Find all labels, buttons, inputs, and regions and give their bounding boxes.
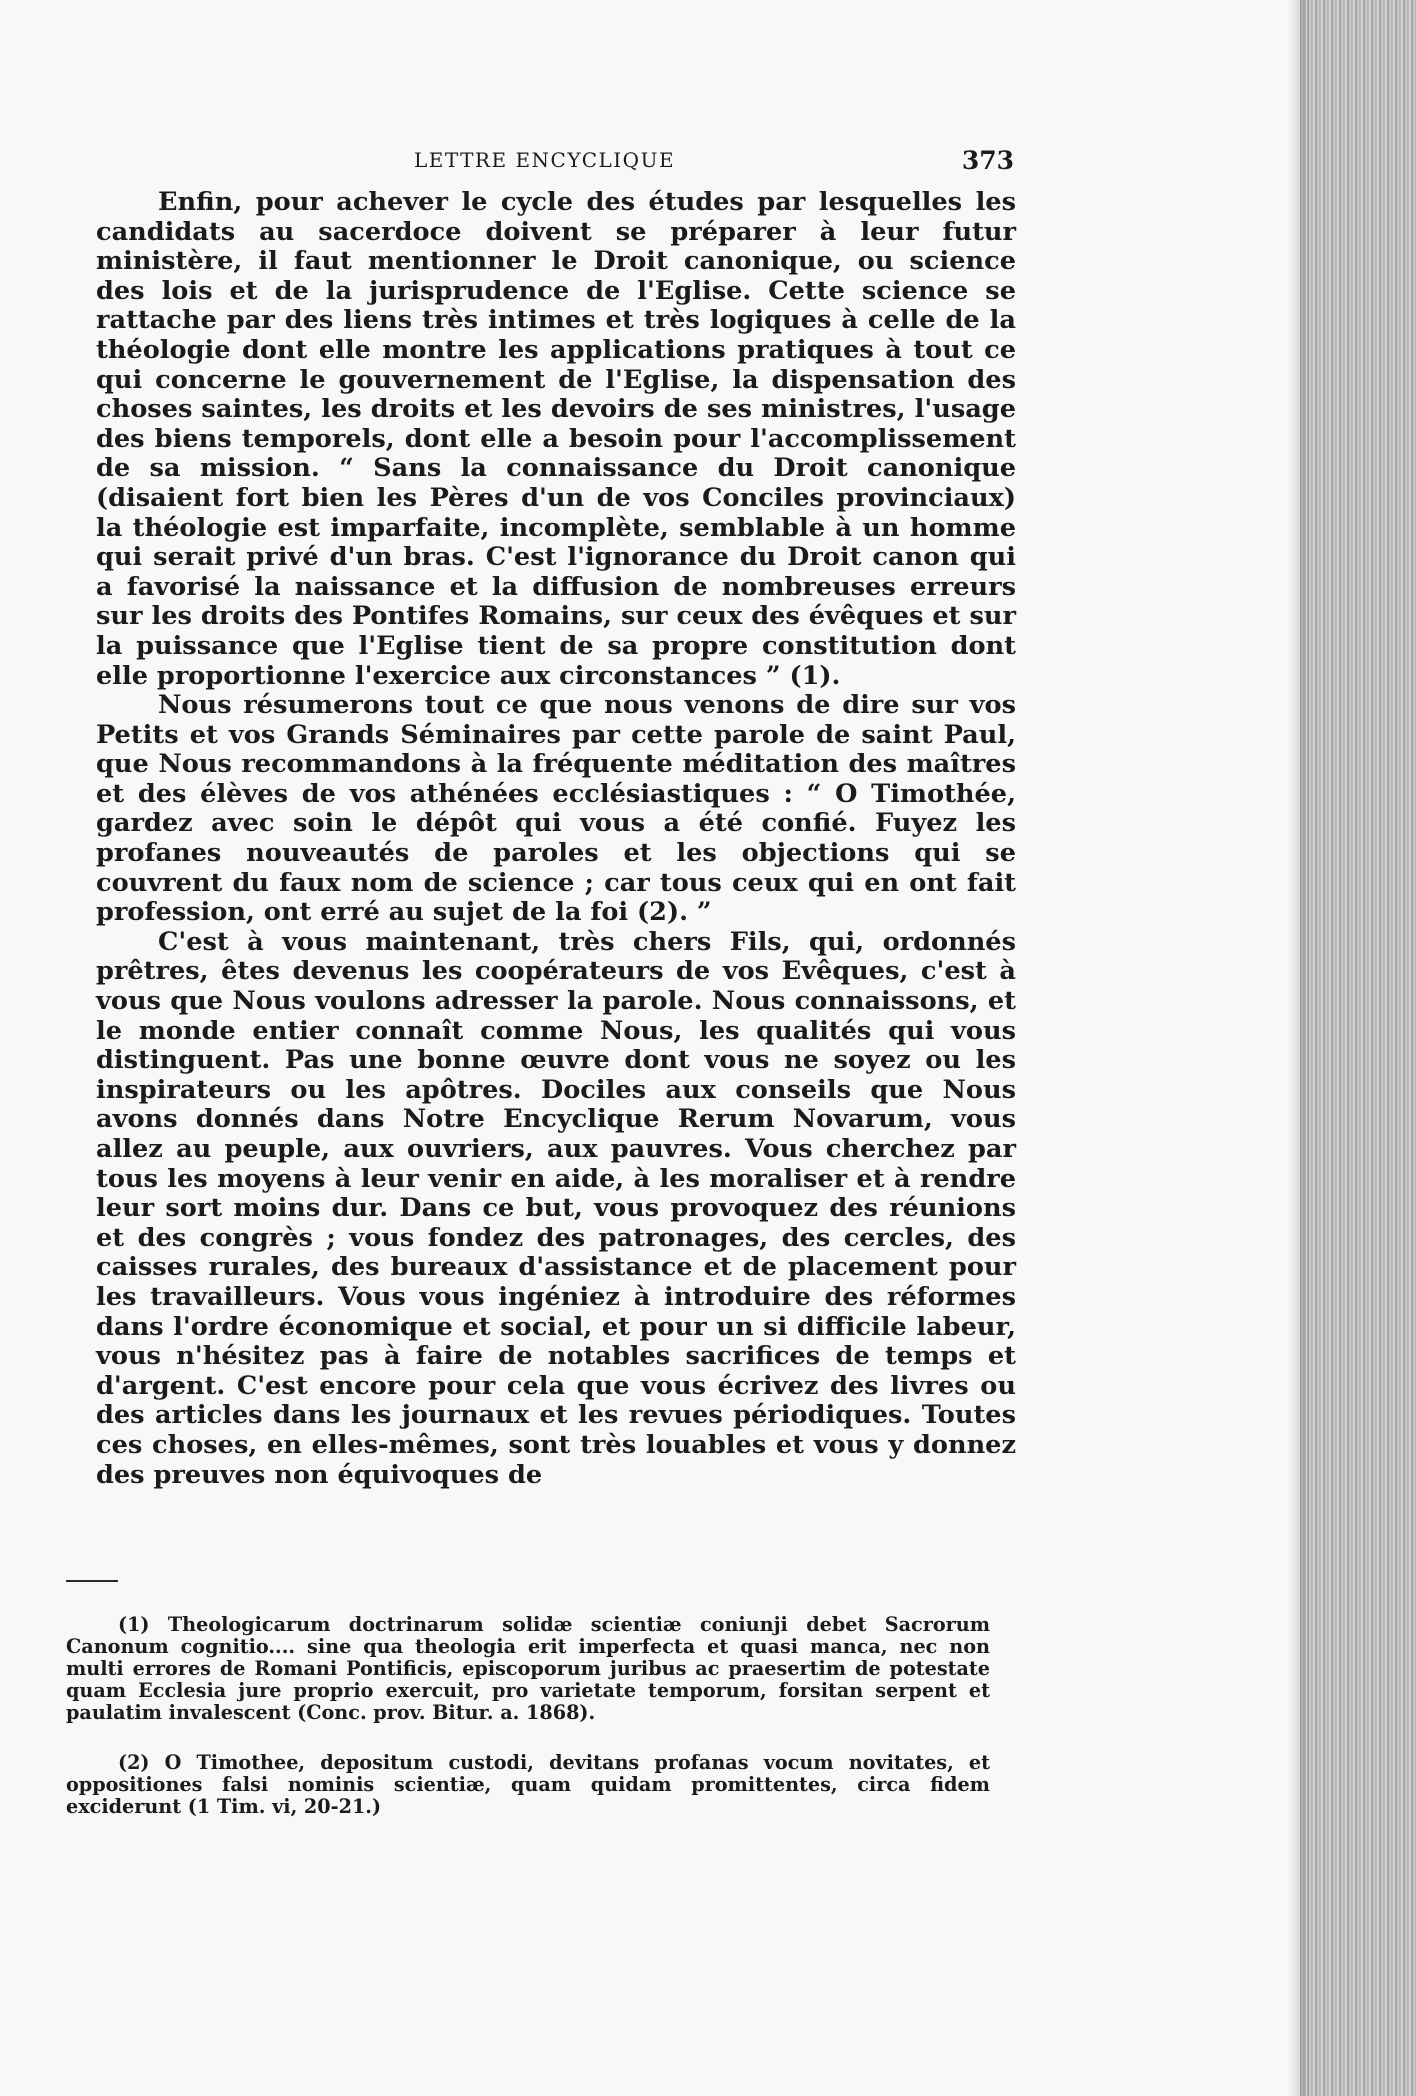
footnote-rule (66, 1580, 118, 1582)
footnote-1: (1) Theologicarum doctrinarum solidæ scientiæ coniunji debet Sacrorum Canonum cognitio.... sine qua theologia erit imperfecta et quasi manca, nec non multi errores de Romani Pontificis, episcoporum juribus ac praesertim de potestate quam Ecclesia jure proprio exercuit, pro varietate temporum, forsitan serpent et paulatim invalescent (Conc. prov. Bitur. a. 1868). (66, 1613, 990, 1724)
paragraph-droit-canonique: Enfin, pour achever le cycle des études par lesquelles les candidats au sacerdoce doivent se préparer à leur futur ministère, il faut mentionner le Droit canonique, ou science des lois et de la jurisprudence de l'Eglise. Cette science se rattache par des liens très intimes et très logiques à celle de la théologie dont elle montre les applications pratiques à tout ce qui concerne le gouvernement de l'Eglise, la dispensation des choses saintes, les droits et les devoirs de ses ministres, l'usage des biens temporels, dont elle a besoin pour l'accomplissement de sa mission. “ Sans la connaissance du Droit canonique (disaient fort bien les Pères d'un de vos Conciles provinciaux) la théologie est imparfaite, incomplète, semblable à un homme qui serait privé d'un bras. C'est l'ignorance du Droit canon qui a favorisé la naissance et la diffusion de nombreuses erreurs sur les droits des Pontifes Romains, sur ceux des évêques et sur la puissance que l'Eglise tient de sa propre constitution dont elle proportionne l'exercice aux circonstances ” (1). (96, 187, 1016, 691)
paragraph-pretres: C'est à vous maintenant, très chers Fils, qui, ordonnés prêtres, êtes devenus les coopérateurs de vos Evêques, c'est à vous que Nous voulons adresser la parole. Nous connaissons, et le monde entier connaît comme Nous, les qualités qui vous distinguent. Pas une bonne œuvre dont vous ne soyez ou les inspirateurs ou les apôtres. Dociles aux conseils que Nous avons donnés dans Notre Encyclique Rerum Novarum, vous allez au peuple, aux ouvriers, aux pauvres. Vous cherchez par tous les moyens à leur venir en aide, à les moraliser et à rendre leur sort moins dur. Dans ce but, vous provoquez des réunions et des congrès ; vous fondez des patronages, des cercles, des caisses rurales, des bureaux d'assistance et de placement pour les travailleurs. Vous vous ingéniez à introduire des réformes dans l'ordre économique et social, et pour un si difficile labeur, vous n'hésitez pas à faire de notables sacrifices de temps et d'argent. C'est encore pour cela que vous écrivez des livres ou des articles dans les journaux et les revues périodiques. Toutes ces choses, en elles-mêmes, sont très louables et vous y donnez des preuves non équivoques de (96, 926, 1016, 1490)
paragraph-saint-paul: Nous résumerons tout ce que nous venons de dire sur vos Petits et vos Grands Séminaires par cette parole de saint Paul, que Nous recommandons à la fréquente méditation des maîtres et des élèves de vos athénées ecclésiastiques : “ O Timothée, gardez avec soin le dépôt qui vous a été confié. Fuyez les profanes nouveautés de paroles et les objections qui se couvrent du faux nom de science ; car tous ceux qui en ont fait profession, ont erré au sujet de la foi (2). ” (96, 690, 1016, 928)
running-head-title: LETTRE ENCYCLIQUE (414, 148, 676, 172)
page-number: 373 (961, 146, 1014, 175)
page-stack-edge (1300, 0, 1416, 2096)
footnotes (66, 1614, 990, 1846)
body-text (96, 188, 1016, 1490)
gutter-shadow (1288, 0, 1306, 2096)
footnote-2: (2) O Timothee, depositum custodi, devitans profanas vocum novitates, et oppositiones falsi nominis scientiæ, quam quidam promittentes, circa fidem exciderunt (1 Tim. vi, 20-21.) (66, 1751, 990, 1818)
